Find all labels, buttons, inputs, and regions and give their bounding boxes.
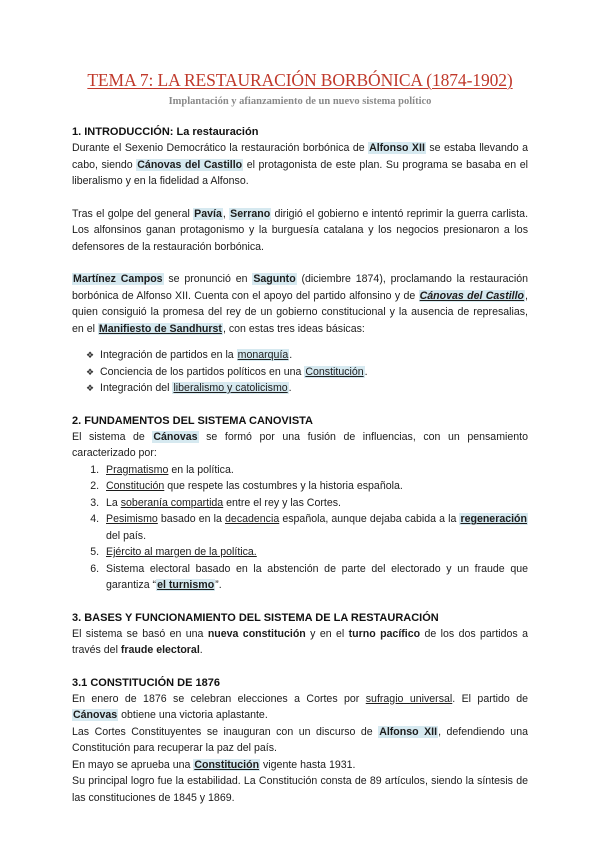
bold-term: turno pacífico [348,627,421,640]
text: el protagonista de este plan. Su programa se basaba en el liberalismo y en la fidelidad a Alfonso. [72,158,528,187]
text: . [199,644,203,656]
list-item [102,478,528,495]
term: decadencia [225,513,280,525]
diamond-bullet-icon: ❖ [86,383,95,393]
term: Pesimismo [106,513,158,525]
list-item [86,347,528,364]
text: y en el [305,627,349,640]
text: La [106,496,121,509]
bold-term: fraude electoral [120,644,200,656]
section-3-1-heading: 3.1 CONSTITUCIÓN DE 1876 [72,676,220,689]
text: obtiene una victoria aplastante. [118,709,268,721]
text: El sistema de [72,430,153,443]
highlight-term: Constitución [305,365,364,378]
highlight-canovas: Cánovas [153,430,198,443]
list-item [102,462,528,479]
highlight-serrano: Serrano [230,207,271,220]
section-3-1-line-3 [72,757,528,774]
text: Integración del [100,382,173,394]
text: , defendiendo una Constitución para recuperar la paz del país. [72,725,528,754]
text: Conciencia de los partidos políticos en una [100,365,305,378]
text: de los dos partidos a través del [72,627,528,656]
highlight-sagunto: Sagunto [253,273,296,285]
document-body [72,124,528,806]
text: se formó por una fusión de influencias, con un pensamiento caracterizado por: [72,430,528,459]
text: entre el rey y las Cortes. [223,496,341,509]
term: Constitución [106,480,165,492]
document-subtitle: Implantación y afianzamiento de un nuevo sistema político [168,96,432,107]
section-3-1-line-1 [72,691,528,724]
text: española, aunque dejaba cabida a la [279,513,460,525]
text: se estaba llevando a cabo, siendo [72,142,528,171]
highlight-canovas: Cánovas [73,709,118,721]
highlight-term: regeneración [460,513,527,525]
text: en la política. [168,463,234,476]
text: . [364,365,368,378]
text: que respete las costumbres y la historia española. [164,480,403,492]
text: Tras el golpe del general [72,207,194,220]
text: , con estas tres ideas básicas: [222,322,365,335]
list-item [86,380,528,397]
highlight-term: monarquía [237,349,289,361]
highlight-canovas: Cánovas del Castillo [137,158,243,171]
section-3-paragraph-1 [72,626,528,659]
ideas-list [72,347,528,397]
text: Durante el Sexenio Democrático la restauración borbónica de [72,142,369,154]
section-1-paragraph-1 [72,140,528,190]
highlight-pavia: Pavía [194,207,222,220]
text: En mayo se aprueba una [72,758,194,771]
text: . El partido de [452,692,529,705]
text: ”. [215,579,222,591]
term: Ejército al margen de la política. [106,546,257,558]
highlight-alfonso-xii: Alfonso XII [379,725,438,738]
text: dirigió el gobierno e intentó reprimir la guerra carlista. Los alfonsinos ganan protagonismo y la burguesía catalana y los negocios presionaron a los defensores de la restauración borbónica. [72,207,529,253]
list-item [102,561,528,594]
text: Las Cortes Constituyentes se inauguran con un discurso de [72,725,379,738]
highlight-canovas-italic: Cánovas del Castillo [419,289,525,302]
list-item [86,364,528,381]
text: . [289,349,293,361]
document-title: TEMA 7: LA RESTAURACIÓN BORBÓNICA (1874-1902) [87,70,513,90]
section-2-paragraph-1 [72,429,528,462]
text: basado en la [157,513,226,525]
highlight-term: el turnismo [157,579,215,591]
section-1-paragraph-2 [72,206,528,256]
text: (diciembre 1874), proclamando la restauración borbónica de Alfonso XII. Cuenta con el apoyo del partido alfonsino y de [72,273,528,302]
term: soberanía compartida [120,496,224,509]
section-3-heading: 3. BASES Y FUNCIONAMIENTO DEL SISTEMA DE LA RESTAURACIÓN [72,611,439,624]
text: del país. [106,529,147,542]
text: En enero de 1876 se celebran elecciones a Cortes por [72,692,366,705]
section-3-1-line-4: Su principal logro fue la estabilidad. La Constitución consta de 89 artículos, siendo la síntesis de las constituciones de 1845 y 1869. [72,775,528,804]
text: Integración de partidos en la [100,349,237,361]
list-item [102,544,528,561]
diamond-bullet-icon: ❖ [86,350,95,360]
highlight-constitucion: Constitución [194,758,260,771]
highlight-manifiesto: Manifiesto de Sandhurst [98,322,222,335]
highlight-term: liberalismo y catolicismo [173,382,288,394]
list-item [102,511,528,544]
section-1-paragraph-3 [72,271,528,337]
highlight-martinez-campos: Martínez Campos [73,273,163,285]
text: El sistema se basó en una [72,627,208,640]
section-1-heading: 1. INTRODUCCIÓN: La restauración [72,126,259,138]
term: sufragio universal [365,692,453,705]
highlight-alfonso-xii: Alfonso XII [369,142,425,154]
diamond-bullet-icon: ❖ [86,366,95,377]
text: , [222,207,230,220]
list-item [102,495,528,512]
bold-term: nueva constitución [207,627,306,640]
text: , quien consiguió la promesa del rey de un gobierno constitucional y la ausencia de represalias, en el [72,289,528,335]
term: Pragmatismo [106,463,169,476]
text: se pronunció en [163,273,253,285]
fundamentos-list [72,462,528,594]
section-3-1-line-2 [72,724,528,757]
section-2-heading: 2. FUNDAMENTOS DEL SISTEMA CANOVISTA [72,414,314,427]
text: vigente hasta 1931. [260,758,356,771]
text: Sistema electoral basado en la abstención de parte del electorado y un fraude que garantiza “ [106,562,528,591]
text: . [288,382,292,394]
